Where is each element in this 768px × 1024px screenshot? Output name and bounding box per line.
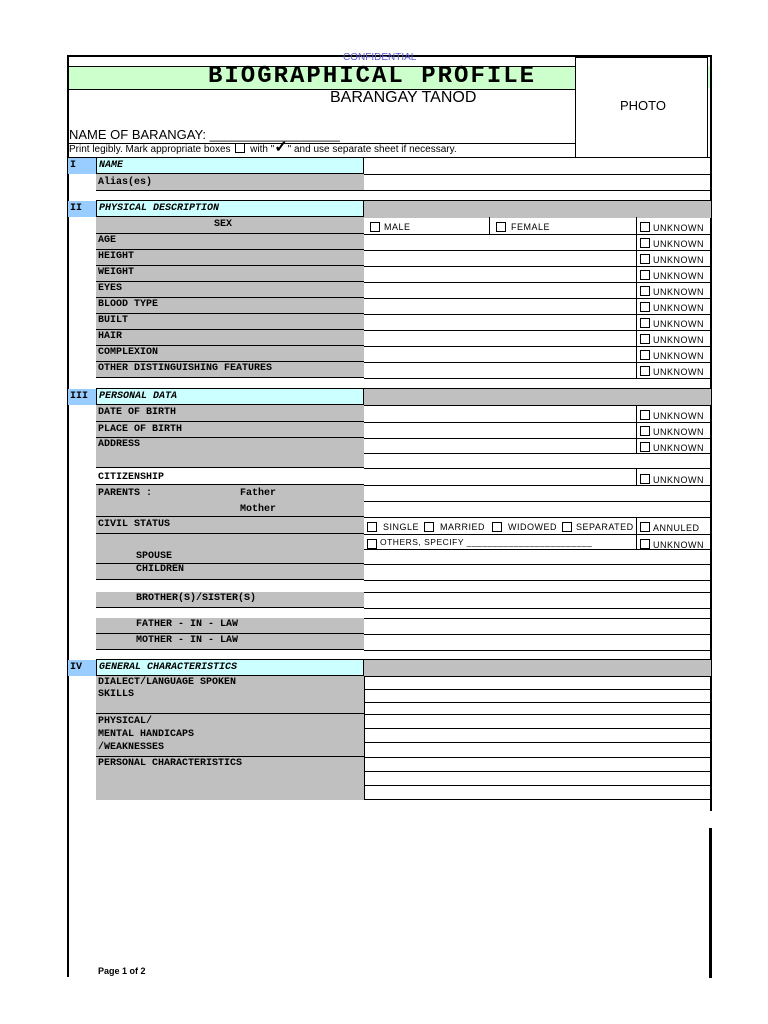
alias-label: Alias(es) (96, 174, 364, 191)
rule (364, 534, 711, 535)
father-label: Father (240, 488, 277, 499)
physical-unknown-option[interactable]: UNKNOWN (640, 238, 704, 249)
rule (364, 592, 711, 593)
unknown-column-divider (636, 405, 637, 453)
father-in-law-label: FATHER - IN - LAW (96, 618, 364, 634)
name-line-2 (364, 190, 711, 191)
physical-unknown-checkbox[interactable] (640, 286, 650, 296)
rule (364, 785, 711, 786)
physical-unknown-option[interactable]: UNKNOWN (640, 270, 704, 281)
unknown-column-divider (636, 330, 637, 346)
dob-unknown-option[interactable]: UNKNOWN (640, 410, 704, 421)
single-checkbox[interactable] (367, 522, 377, 532)
unknown-column-divider (636, 362, 637, 378)
rule (364, 650, 711, 651)
physical-row-line (364, 330, 711, 331)
unknown-column-divider (636, 346, 637, 362)
annuled-option[interactable]: ANNULED (640, 522, 700, 533)
physical-row-line (364, 314, 711, 315)
rule (364, 742, 711, 743)
mother-in-law-label: MOTHER - IN - LAW (96, 634, 364, 650)
physical-unknown-checkbox[interactable] (640, 270, 650, 280)
unknown-column-divider (636, 314, 637, 330)
physical-unknown-option[interactable]: UNKNOWN (640, 318, 704, 329)
widowed-checkbox[interactable] (492, 522, 502, 532)
physical-unknown-checkbox[interactable] (640, 238, 650, 248)
instructions-text-2: with " (250, 144, 275, 155)
rule (364, 702, 711, 703)
physical-unknown-option[interactable]: UNKNOWN (640, 350, 704, 361)
label-column-divider (364, 676, 365, 800)
siblings-label: BROTHER(S)/SISTER(S) (96, 592, 364, 608)
sample-checkbox-icon (235, 143, 245, 153)
widowed-label: WIDOWED (508, 522, 557, 532)
children-label: CHILDREN (96, 564, 364, 580)
physical-row-label: OTHER DISTINGUISHING FEATURES (96, 362, 364, 378)
physical-row-line (364, 378, 711, 379)
rule (364, 689, 711, 690)
rule (364, 771, 711, 772)
physical-row-line (364, 362, 711, 363)
physical-row-label: AGE (96, 234, 364, 250)
sex-unknown-option[interactable]: UNKNOWN (640, 222, 704, 233)
civil-unknown-option[interactable]: UNKNOWN (640, 539, 704, 550)
rule (364, 453, 711, 454)
physical-row-line (364, 282, 711, 283)
rule (364, 618, 711, 619)
address-label: ADDRESS (96, 438, 364, 468)
male-checkbox[interactable] (370, 222, 380, 232)
unknown-column-divider (636, 250, 637, 266)
rule (364, 517, 711, 518)
rule (364, 501, 711, 502)
pob-unknown-option[interactable]: UNKNOWN (640, 426, 704, 437)
civil-unknown-checkbox[interactable] (640, 539, 650, 549)
physical-unknown-checkbox[interactable] (640, 302, 650, 312)
pob-unknown-checkbox[interactable] (640, 426, 650, 436)
physical-row-label: BLOOD TYPE (96, 298, 364, 314)
physical-unknown-option[interactable]: UNKNOWN (640, 302, 704, 313)
single-label: SINGLE (383, 522, 420, 532)
rule (364, 799, 711, 800)
sex-label: SEX (96, 217, 364, 234)
physical-unknown-checkbox[interactable] (640, 334, 650, 344)
married-label: MARRIED (440, 522, 486, 532)
physical-row-line (364, 250, 711, 251)
unknown-column-divider (636, 468, 637, 485)
photo-label: PHOTO (620, 98, 666, 113)
rule (364, 580, 711, 581)
unknown-column-divider (636, 234, 637, 250)
rule (364, 405, 711, 406)
unknown-column-divider (636, 298, 637, 314)
spouse-label: SPOUSE (96, 534, 364, 564)
section1-title: NAME (96, 157, 364, 174)
dialect-label: DIALECT/LANGUAGE SPOKEN (96, 676, 364, 689)
right-border-upper (710, 55, 712, 811)
physical-unknown-checkbox[interactable] (640, 366, 650, 376)
section2-header-fill (364, 200, 711, 218)
physical-unknown-option[interactable]: UNKNOWN (640, 254, 704, 265)
others-specify-label: OTHERS, SPECIFY ________________________ (380, 537, 593, 547)
mother-label: Mother (96, 501, 364, 517)
section3-header-fill (364, 388, 711, 406)
date-of-birth-label: DATE OF BIRTH (96, 405, 364, 422)
unknown-column-divider (636, 266, 637, 282)
rule (364, 676, 711, 677)
address-unknown-checkbox[interactable] (640, 442, 650, 452)
others-checkbox[interactable] (367, 539, 377, 549)
name-line-1 (364, 174, 711, 175)
section4-title: GENERAL CHARACTERISTICS (96, 659, 364, 676)
unknown-column-divider (636, 517, 637, 549)
sex-divider-1 (489, 217, 490, 234)
rule (364, 564, 711, 565)
rule (364, 728, 711, 729)
section3-title: PERSONAL DATA (96, 388, 364, 405)
physical-row-label: COMPLEXION (96, 346, 364, 362)
physical-unknown-option[interactable]: UNKNOWN (640, 286, 704, 297)
rule (364, 757, 711, 758)
physical-row-label: EYES (96, 282, 364, 298)
section2-number: II (68, 201, 96, 217)
rule (364, 438, 711, 439)
physical-row-label: BUILT (96, 314, 364, 330)
page-number: Page 1 of 2 (98, 966, 146, 976)
address-unknown-option[interactable]: UNKNOWN (640, 442, 704, 453)
female-option-label: FEMALE (511, 222, 551, 232)
citizenship-label: CITIZENSHIP (96, 468, 364, 485)
page-subtitle: BARANGAY TANOD (330, 89, 477, 106)
section4-header-fill (364, 659, 711, 677)
instructions-text-1: Print legibly. Mark appropriate boxes (69, 144, 231, 155)
sex-divider-2 (636, 217, 637, 234)
physical-unknown-option[interactable]: UNKNOWN (640, 366, 704, 377)
sex-unknown-checkbox[interactable] (640, 222, 650, 232)
instructions (69, 139, 457, 156)
physical-row-line (364, 298, 711, 299)
dob-unknown-checkbox[interactable] (640, 410, 650, 420)
citizenship-unknown-option[interactable]: UNKNOWN (640, 474, 704, 485)
section3-number: III (68, 389, 96, 405)
parents-label: PARENTS : Father (96, 485, 364, 501)
section4-number: IV (68, 660, 96, 676)
left-border (67, 55, 69, 977)
unknown-column-divider (636, 282, 637, 298)
physical-unknown-checkbox[interactable] (640, 254, 650, 264)
physical-unknown-checkbox[interactable] (640, 318, 650, 328)
place-of-birth-label: PLACE OF BIRTH (96, 422, 364, 438)
male-option-label: MALE (384, 222, 411, 232)
right-border-lower (709, 828, 712, 978)
physical-row-label: HAIR (96, 330, 364, 346)
confidential-label: CONFIDENTIAL (343, 52, 417, 63)
barangay-name-field[interactable]: NAME OF BARANGAY: __________________ (69, 127, 340, 142)
personal-characteristics-label: PERSONAL CHARACTERISTICS (96, 757, 364, 800)
civil-status-label: CIVIL STATUS (96, 517, 364, 534)
physical-unknown-checkbox[interactable] (640, 350, 650, 360)
section1-number: I (68, 158, 96, 174)
rule (364, 714, 711, 715)
handicaps-label: PHYSICAL/ MENTAL HANDICAPS /WEAKNESSES (96, 714, 364, 757)
rule (364, 634, 711, 635)
physical-row-label: WEIGHT (96, 266, 364, 282)
skills-label: SKILLS (96, 689, 364, 714)
page-title: BIOGRAPHICAL PROFILE (208, 63, 537, 90)
female-checkbox[interactable] (496, 222, 506, 232)
married-checkbox[interactable] (424, 522, 434, 532)
annuled-checkbox[interactable] (640, 522, 650, 532)
physical-row-label: HEIGHT (96, 250, 364, 266)
separated-label: SEPARATED (576, 522, 634, 532)
rule (364, 608, 711, 609)
checkmark-icon: ✓ (274, 139, 288, 156)
physical-row-line (364, 266, 711, 267)
citizenship-unknown-checkbox[interactable] (640, 474, 650, 484)
separated-checkbox[interactable] (562, 522, 572, 532)
rule (364, 422, 711, 423)
instructions-text-3: " and use separate sheet if necessary. (287, 144, 457, 155)
rule (364, 485, 711, 486)
physical-unknown-option[interactable]: UNKNOWN (640, 334, 704, 345)
rule (364, 468, 711, 469)
physical-row-line (364, 346, 711, 347)
section2-title: PHYSICAL DESCRIPTION (96, 200, 364, 217)
